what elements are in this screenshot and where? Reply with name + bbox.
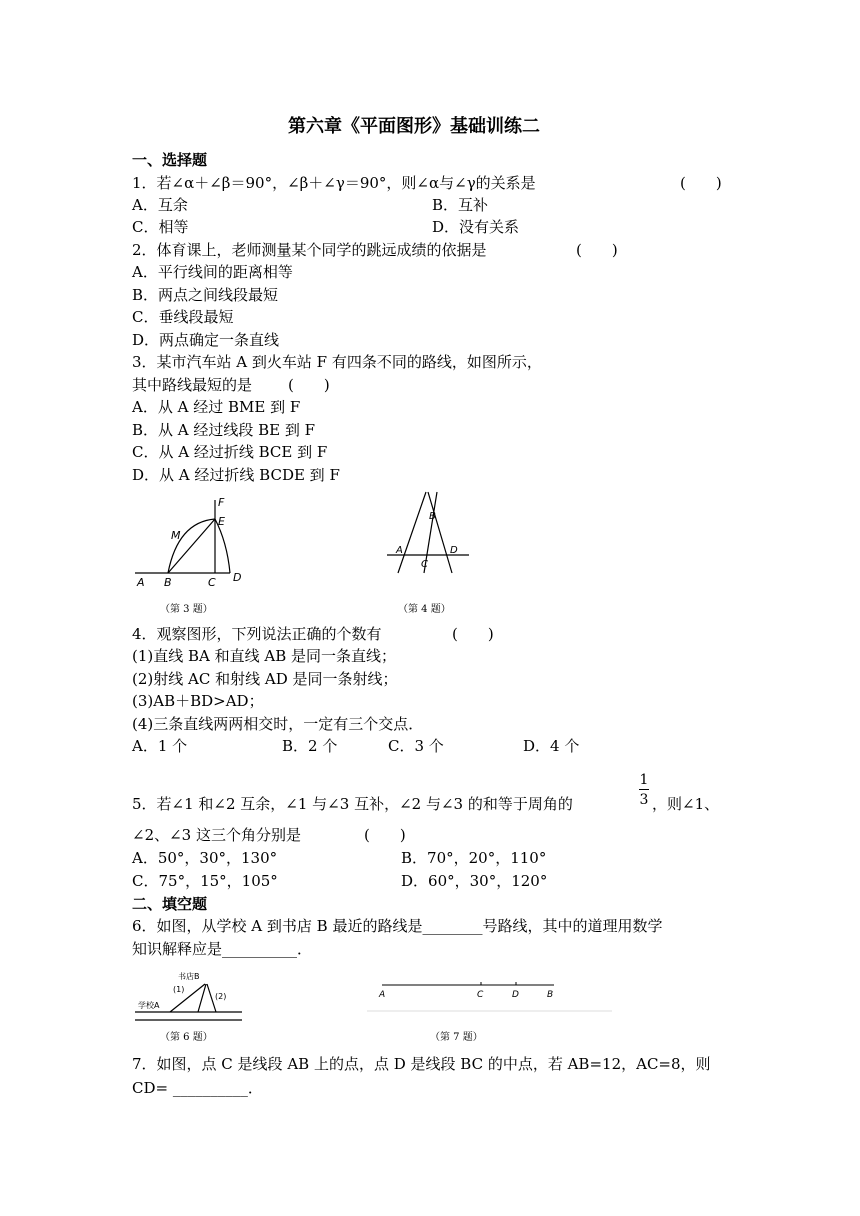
- question-5-fraction-numerator: 1: [639, 772, 649, 788]
- fig6-label-shop: 书店B: [178, 972, 200, 981]
- question-5-fraction-denominator: 3: [639, 792, 649, 808]
- question-1-option-b: B．互补: [432, 196, 489, 214]
- figure-4-diagram: [382, 488, 477, 583]
- question-4-paren: ( ): [452, 625, 494, 643]
- figure-6-caption: （第 6 题）: [160, 1032, 213, 1043]
- figure-4-caption: （第 4 题）: [398, 604, 451, 615]
- question-5-fraction-bar: [639, 789, 649, 790]
- fig6-label-school: 学校A: [138, 1001, 160, 1010]
- question-4-option-a: A．1 个: [132, 737, 188, 755]
- question-7-line1: 7．如图，点 C 是线段 AB 上的点，点 D 是线段 BC 的中点，若 AB=12，AC=8，则: [132, 1055, 711, 1073]
- fig4-label-d: D: [450, 545, 458, 556]
- fig7-label-d: D: [512, 990, 519, 1000]
- question-6-line1: 6．如图，从学校 A 到书店 B 最近的路线是________号路线，其中的道理用数学: [132, 917, 663, 935]
- question-1-option-a: A．互余: [132, 196, 188, 214]
- fig7-label-a: A: [379, 990, 386, 1000]
- question-4-item-2: (2)射线 AC 和射线 AD 是同一条射线；: [132, 670, 398, 688]
- fig3-label-a: A: [137, 576, 145, 589]
- question-3-option-d: D．从 A 经过折线 BCDE 到 F: [132, 466, 340, 484]
- section-heading-choice: 一、选择题: [132, 151, 208, 169]
- figure-3-caption: （第 3 题）: [160, 604, 213, 615]
- question-1-option-d: D．没有关系: [432, 218, 520, 236]
- question-2-option-a: A．平行线间的距离相等: [132, 263, 293, 281]
- figure-7-diagram: [364, 975, 614, 1015]
- fig3-label-d: D: [233, 571, 242, 584]
- question-1-stem: 1．若∠α＋∠β＝90°，∠β＋∠γ＝90°，则∠α与∠γ的关系是: [132, 174, 536, 192]
- figure-7-caption: （第 7 题）: [430, 1032, 483, 1043]
- fig3-label-c: C: [208, 576, 216, 589]
- fig7-label-b: B: [547, 990, 554, 1000]
- fig4-label-c: C: [421, 559, 428, 570]
- question-5-option-c: C．75°，15°，105°: [132, 872, 278, 890]
- question-3-option-a: A．从 A 经过 BME 到 F: [132, 398, 301, 416]
- question-2-option-d: D．两点确定一条直线: [132, 331, 280, 349]
- fig3-label-m: M: [171, 529, 181, 542]
- question-2-option-c: C．垂线段最短: [132, 308, 234, 326]
- question-5-option-d: D．60°，30°，120°: [401, 872, 548, 890]
- question-5-option-b: B．70°，20°，110°: [401, 849, 547, 867]
- question-4-option-d: D．4 个: [523, 737, 580, 755]
- question-1-option-c: C．相等: [132, 218, 189, 236]
- question-4-item-1: (1)直线 BA 和直线 AB 是同一条直线；: [132, 647, 397, 665]
- question-2-paren: ( ): [576, 241, 618, 259]
- question-5-paren: ( ): [364, 826, 406, 844]
- question-5-stem-part2: ，则∠1、: [652, 795, 720, 813]
- fig6-label-route2: (2): [215, 992, 227, 1001]
- fig3-label-f: F: [218, 496, 225, 509]
- page-title: 第六章《平面图形》基础训练二: [288, 116, 540, 137]
- figure-6-diagram: [130, 968, 250, 1028]
- question-2-option-b: B．两点之间线段最短: [132, 286, 279, 304]
- fig4-label-a: A: [396, 545, 403, 556]
- fig7-label-c: C: [477, 990, 484, 1000]
- question-7-line2: CD= __________．: [132, 1079, 263, 1097]
- question-3-option-c: C．从 A 经过折线 BCE 到 F: [132, 443, 328, 461]
- question-5-stem-part1: 5．若∠1 和∠2 互余，∠1 与∠3 互补，∠2 与∠3 的和等于周角的: [132, 795, 573, 813]
- fig6-label-route1: (1): [173, 985, 185, 994]
- question-3-stem-line2: 其中路线最短的是: [132, 376, 253, 394]
- fig3-label-b: B: [164, 576, 172, 589]
- fig3-label-e: E: [218, 515, 225, 528]
- figure-3-diagram: [130, 492, 260, 592]
- question-3-option-b: B．从 A 经过线段 BE 到 F: [132, 421, 316, 439]
- question-6-line2: 知识解释应是__________．: [132, 940, 313, 958]
- section-heading-fill: 二、填空题: [132, 895, 208, 913]
- question-4-item-4: (4)三条直线两两相交时，一定有三个交点．: [132, 715, 424, 733]
- question-4-option-b: B．2 个: [282, 737, 338, 755]
- question-1-paren: ( ): [680, 174, 722, 192]
- question-3-paren: ( ): [288, 376, 330, 394]
- fig4-label-b: B: [429, 511, 436, 522]
- question-2-stem: 2．体育课上，老师测量某个同学的跳远成绩的依据是: [132, 241, 487, 259]
- question-4-item-3: (3)AB＋BD>AD；: [132, 692, 264, 710]
- question-3-stem-line1: 3．某市汽车站 A 到火车站 F 有四条不同的路线，如图所示，: [132, 353, 542, 371]
- question-5-option-a: A．50°，30°，130°: [132, 849, 278, 867]
- question-5-stem-line2: ∠2、∠3 这三个角分别是: [132, 826, 301, 844]
- question-4-stem: 4．观察图形，下列说法正确的个数有: [132, 625, 382, 643]
- question-4-option-c: C．3 个: [388, 737, 444, 755]
